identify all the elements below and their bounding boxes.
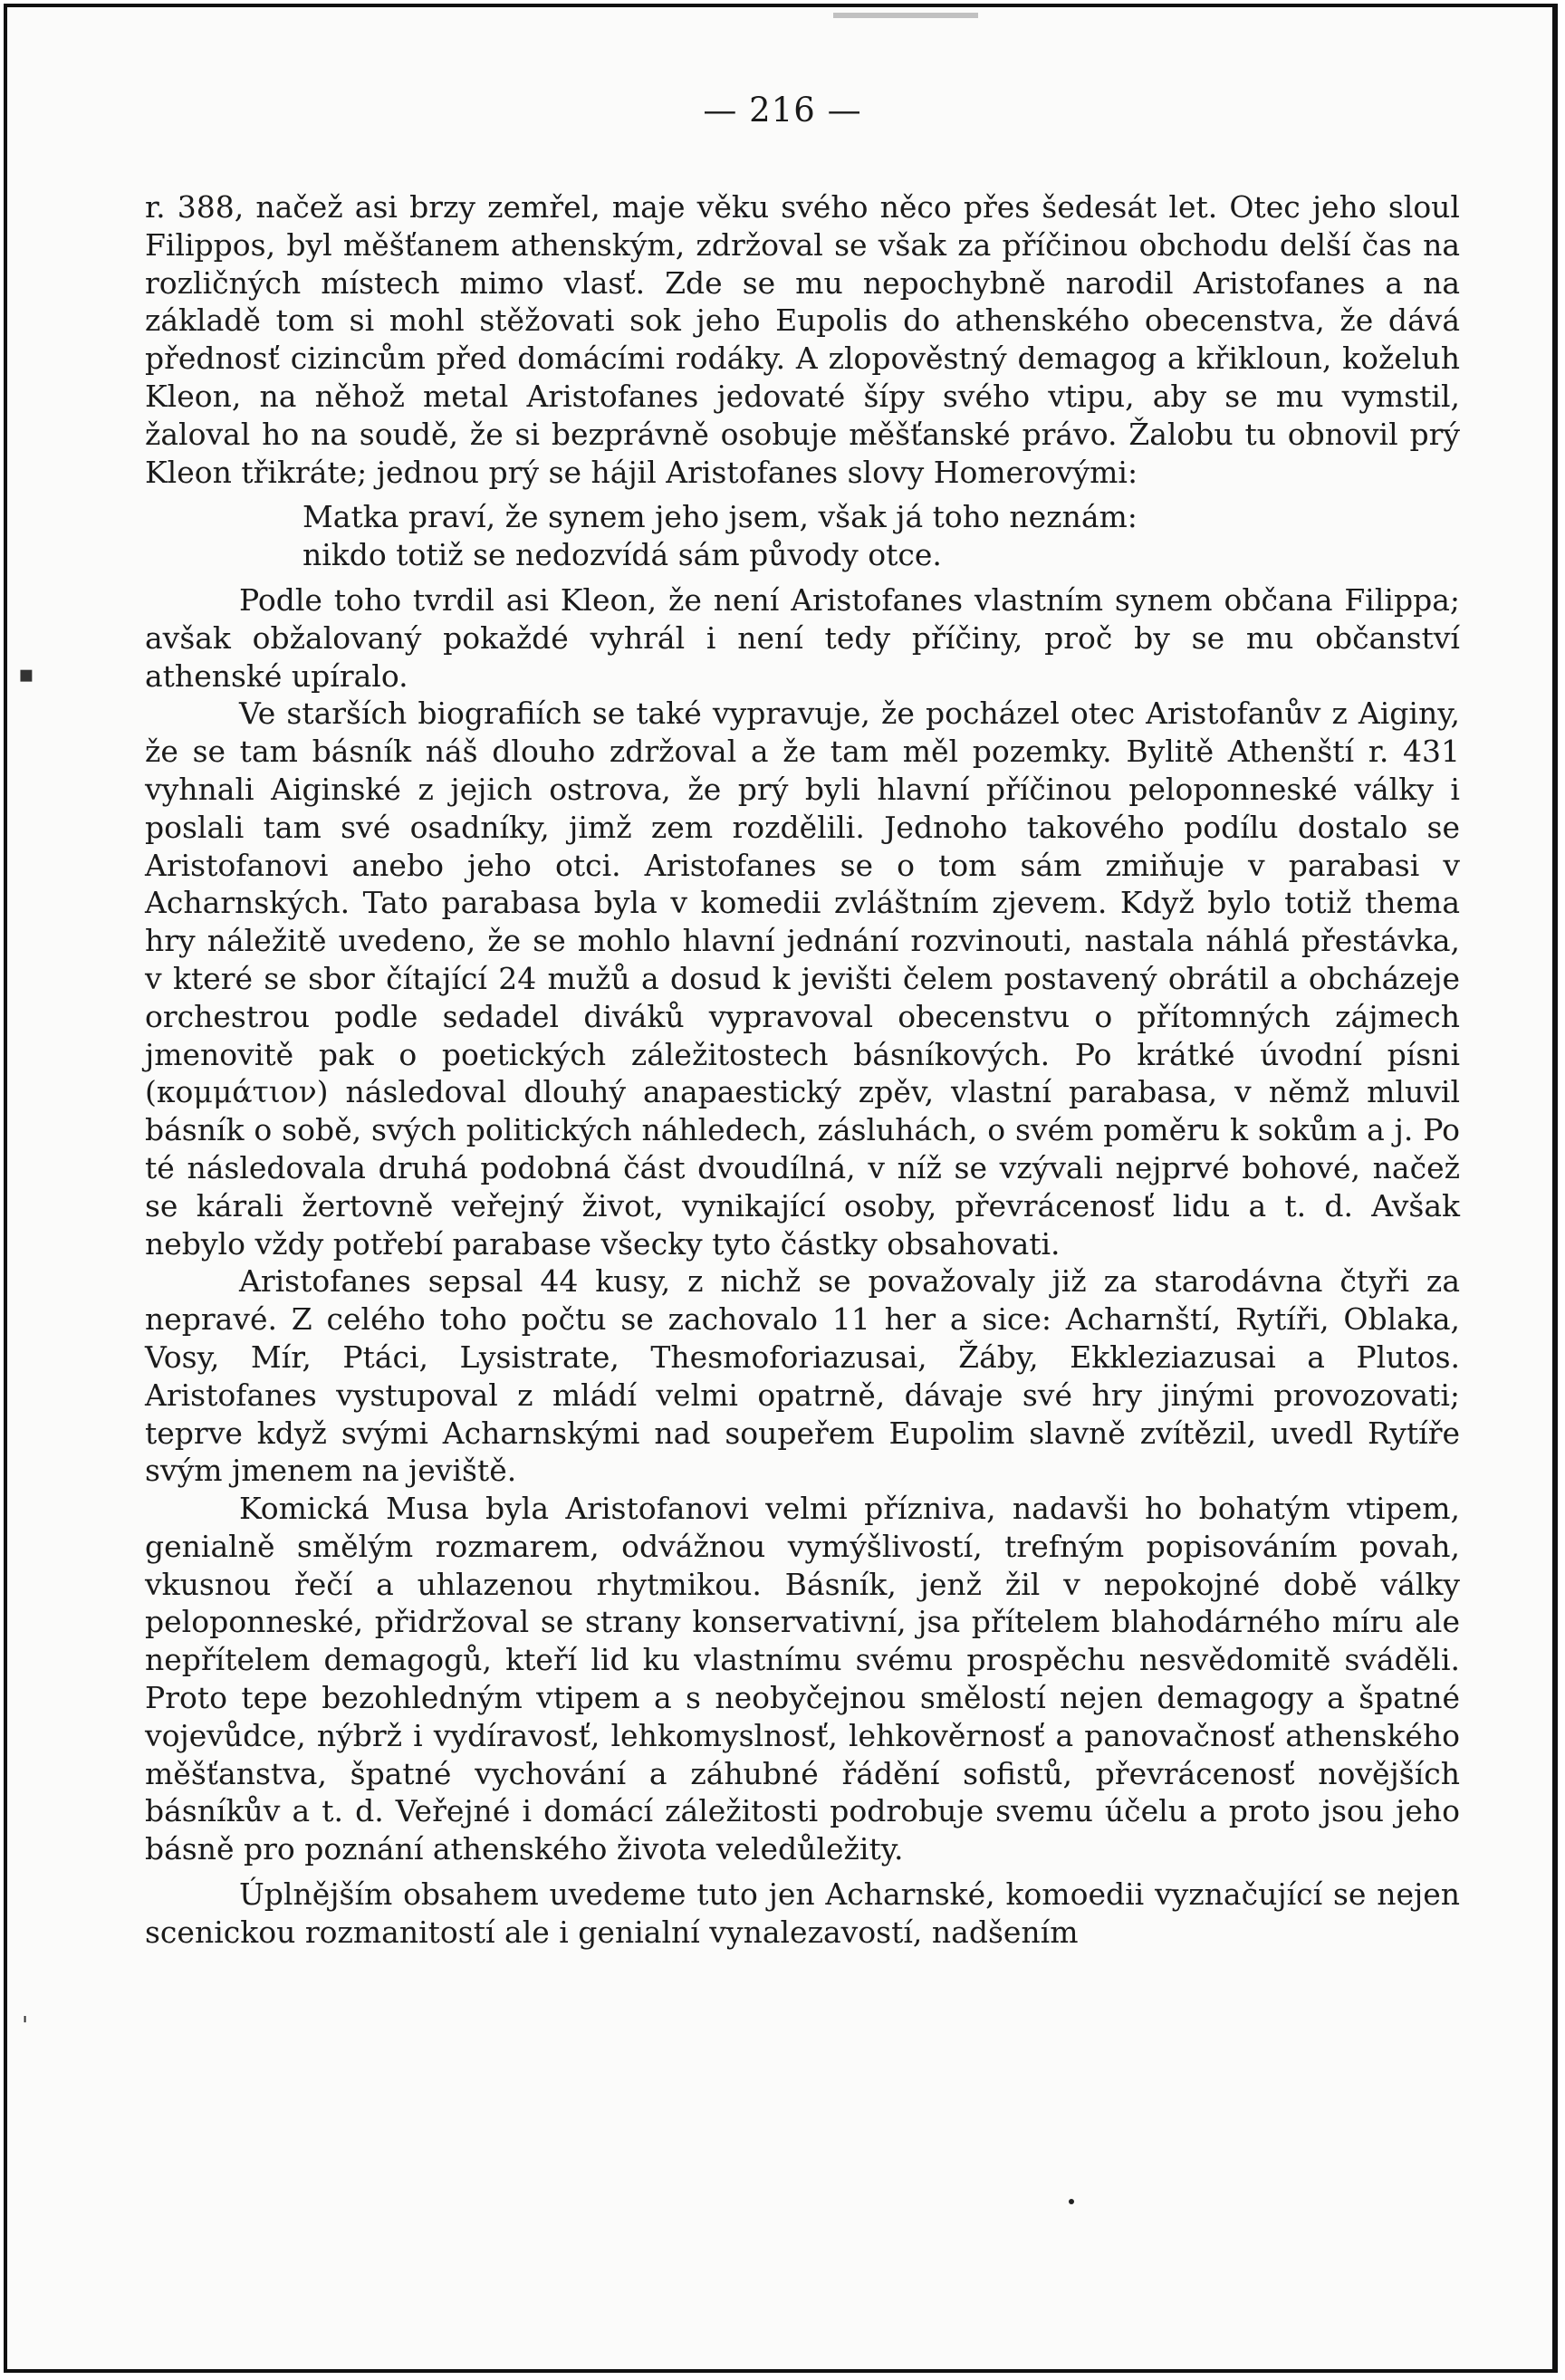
print-speck <box>833 13 978 18</box>
paragraph: Úplnějším obsahem uvedeme tuto jen Acharnské, komoedii vyznačující se nejen scenickou rozmanitostí ale i genialní vynalezavostí, nadšením <box>145 1876 1460 1950</box>
verse-line: nikdo totiž se nedozvídá sám původy otce. <box>302 537 942 573</box>
paragraph: Aristofanes sepsal 44 kusy, z nichž se považovaly již za starodávna čtyři za nepravé. Z celého toho počtu se zachovalo 11 her a sice: Acharnští, Rytíři, Oblaka, Vosy, Mír, Ptáci, Lysistrate, Thesmoforiazusai, Žáby, Ekkleziazusai a Plutos. Aristofanes vystupoval z mládí velmi opatrně, dávaje své hry jinými provozovati; teprve když svými Acharnskými nad soupeřem Eupolim slavně zvítězil, uvedl Rytíře svým jmenem na jeviště. <box>145 1263 1460 1489</box>
paragraph-continued: r. 388, načež asi brzy zemřel, maje věku svého něco přes šedesát let. Otec jeho sloul Filippos, byl měšťanem athenským, zdržoval se však za příčinou obchodu delší čas na rozličných místech mimo vlasť. Zde se mu nepochybně narodil Aristofanes a na základě tom si mohl stěžovati sok jeho Eupolis do athenského obecenstva, že dává přednosť cizincům před domácími rodáky. A zlopověstný demagog a křikloun, koželuh Kleon, na něhož metal Aristofanes jedovaté šípy svého vtipu, aby se mu vymstil, žaloval ho na soudě, že si bezprávně osobuje měšťanské právo. Žalobu tu obnovil prý Kleon třikráte; jednou prý se hájil Aristofanes slovy Homerovými: <box>145 189 1460 490</box>
body-text <box>145 188 1460 1952</box>
verse-quote <box>302 498 1460 574</box>
paragraph: Ve starších biografiích se také vypravuje, že pocházel otec Aristofanův z Aiginy, že se tam básník náš dlouho zdržoval a že tam měl pozemky. Bylitě Athenští r. 431 vyhnali Aiginské z jejich ostrova, že prý byli hlavní příčinou peloponneské války i poslali tam své osadníky, jimž zem rozdělili. Jednoho takového podílu dostalo se Aristofanovi anebo jeho otci. Aristofanes se o tom sám zmiňuje v parabasi v Acharnských. Tato parabasa byla v komedii zvláštním zjevem. Když bylo totiž thema hry náležitě uvedeno, že se mohlo hlavní jednání rozvinouti, nastala náhlá přestávka, v které se sbor čítající 24 mužů a dosud k jevišti čelem postavený obrátil a obcházeje orchestrou podle sedadel diváků vypravoval obecenstvu o přítomných zájmech jmenovitě pak o poetických záležitostech básníkových. Po krátké úvodní písni (κομμάτιον) následoval dlouhý anapaestický zpěv, vlastní parabasa, v němž mluvil básník o sobě, svých politických náhledech, zásluhách, o svém poměru k sokům a j. Po té následovala druhá podobná část dvoudílná, v níž se vzývali nejprvé bohové, načež se kárali žertovně veřejný život, vynikající osoby, převrácenosť lidu a t. d. Avšak nebylo vždy potřebí parabase všecky tyto částky obsahovati. <box>145 696 1460 1262</box>
margin-tick: ▪ <box>18 661 34 688</box>
paragraph: Komická Musa byla Aristofanovi velmi přízniva, nadavši ho bohatým vtipem, genialně smělým rozmarem, odvážnou vymýšlivostí, trefným popisováním povah, vkusnou řečí a uhlazenou rhytmikou. Básník, jenž žil v nepokojné době války peloponneské, přidržoval se strany konservativní, jsa přítelem blahodárného míru ale nepřítelem demagogů, kteří lid ku vlastnímu svému prospěchu nesvědomitě sváděli. Proto tepe bezohledným vtipem a s neobyčejnou smělostí nejen demagogy a špatné vojevůdce, nýbrž i vydíravosť, lehkomyslnosť, lehkověrnosť a panovačnosť athenského měšťanstva, špatné vychování a záhubné řádění sofistů, převrácenosť novějších básníkův a t. d. Veřejné i domácí záležitosti podrobuje svemu účelu a proto jsou jeho básně pro poznání athenského života veledůležity. <box>145 1491 1460 1867</box>
margin-tick: ' <box>22 2012 29 2039</box>
ink-dot <box>1069 2199 1074 2204</box>
paragraph: Podle toho tvrdil asi Kleon, že není Aristofanes vlastním synem občana Filippa; avšak obžalovaný pokaždé vyhrál i není tedy příčiny, proč by se mu občanství athenské upíralo. <box>145 581 1460 694</box>
page-number: — 216 — <box>703 91 862 130</box>
verse-line: Matka praví, že synem jeho jsem, však já toho neznám: <box>302 499 1138 535</box>
